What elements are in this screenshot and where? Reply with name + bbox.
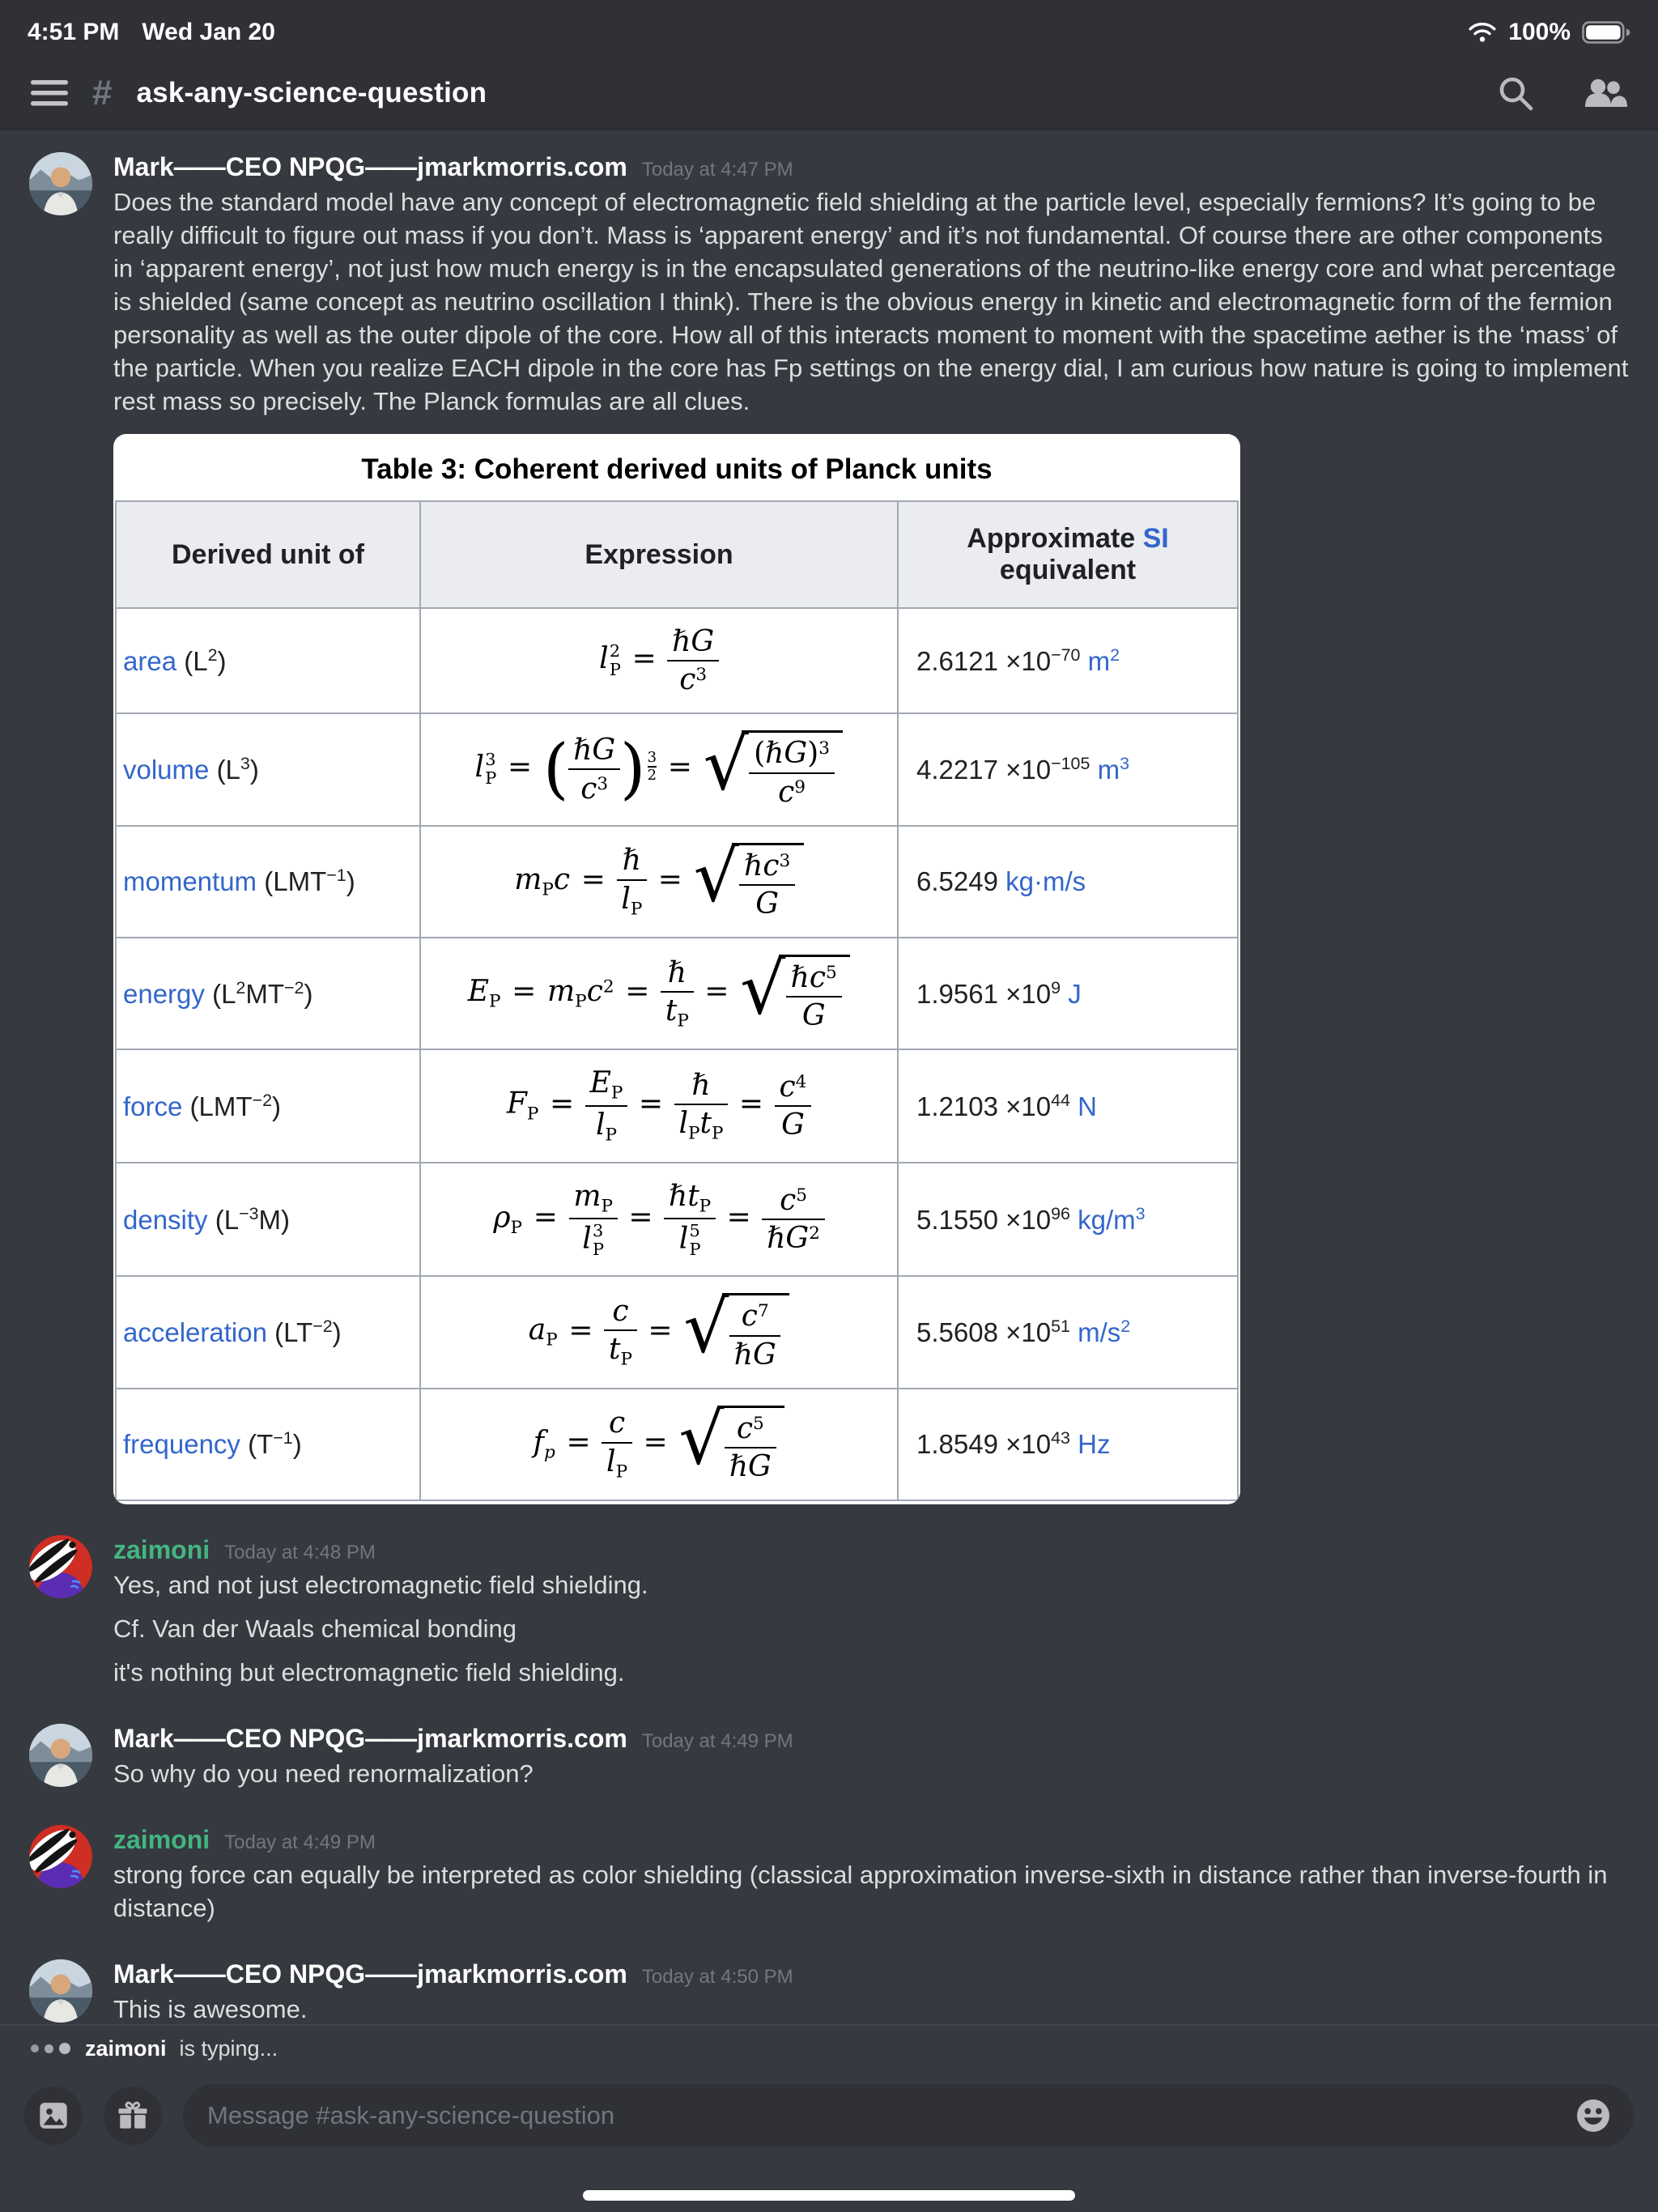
expression-formula: l 3 P = ( $\frac{\text{ℏG}}{c^3}$ ) $\frac{3}{2}$ = √ $\frac{(\hbar G)^3}{c^9}$	[420, 713, 898, 825]
message-text: Cf. Van der Waals chemical bonding	[113, 1614, 517, 1644]
typing-user: zaimoni	[85, 2035, 167, 2061]
unit-dimension: $(LT^{-2})$	[274, 1317, 342, 1348]
unit-link[interactable]: energy	[123, 978, 205, 1009]
si-equivalent: $5.5608 \times 10^{51}$ $m/s^2$	[898, 1276, 1238, 1388]
channel-hash-icon: #	[92, 73, 113, 113]
table-row	[116, 1276, 1238, 1388]
si-unit-link[interactable]: $kg/m^3$	[1078, 1203, 1146, 1235]
message-text: This is awesome.	[113, 1995, 308, 2024]
expression-formula: $a_P$ = $\frac{c}{t_P}$ = √ $\frac{c^7}{\text{ℏG}}$	[420, 1276, 898, 1388]
message-timestamp: Today at 4:49 PM	[641, 1730, 793, 1753]
message	[0, 1724, 1658, 1801]
typing-indicator	[0, 2024, 1658, 2071]
typing-dots-icon	[31, 2043, 70, 2054]
si-equivalent: $5.1550 \times 10^{96}$ $kg/m^3$	[898, 1163, 1238, 1277]
unit-dimension: $(L^2)$	[184, 644, 227, 676]
si-equivalent: $1.2103 \times 10^{44}$ N	[898, 1049, 1238, 1162]
author-name[interactable]: Mark——CEO NPQG——jmarkmorris.com	[113, 152, 627, 181]
message-timestamp: Today at 4:50 PM	[641, 1966, 793, 1989]
author-name[interactable]: zaimoni	[113, 1825, 210, 1855]
message-text: strong force can equally be interpreted as color shielding (classical approximation inverse-sixth in distance rather than inverse-fourth in distance)	[113, 1861, 1608, 1923]
si-unit-link[interactable]: $m/s^2$	[1078, 1317, 1131, 1348]
expression-formula: $m_Pc$ = $\frac{\text{ℏ}}{l_P}$ = √ $\frac{\hbar c^3}{G}$	[420, 826, 898, 938]
upload-image-button[interactable]	[24, 2087, 83, 2145]
expression-formula: $F_P$ = $\frac{E_P}{l_P}$ = $\frac{\text{ℏ}}{l_Pt_P}$ = $\frac{c^4}{G}$	[420, 1049, 898, 1162]
message-timestamp: Today at 4:47 PM	[641, 159, 793, 181]
message-timestamp: Today at 4:48 PM	[224, 1542, 376, 1564]
unit-link[interactable]: density	[123, 1204, 208, 1235]
channel-header	[0, 58, 1658, 128]
author-name[interactable]: zaimoni	[113, 1535, 210, 1565]
unit-link[interactable]: acceleration	[123, 1317, 267, 1348]
unit-dimension: $(T^{-1})$	[248, 1428, 302, 1460]
composer	[0, 2071, 1658, 2155]
si-unit-link[interactable]: $m^3$	[1097, 753, 1129, 785]
mark-photo-avatar[interactable]	[29, 152, 92, 215]
unit-link[interactable]: frequency	[123, 1429, 240, 1460]
message-timestamp: Today at 4:49 PM	[224, 1831, 376, 1854]
message-list	[0, 128, 1658, 2024]
table-row	[116, 1049, 1238, 1162]
message-text: it's nothing but electromagnetic field shielding.	[113, 1658, 625, 1687]
unit-link[interactable]: momentum	[123, 866, 257, 897]
message-input[interactable]	[183, 2084, 1634, 2147]
si-unit-link[interactable]: Hz	[1078, 1429, 1111, 1460]
zaimoni-badger-avatar[interactable]	[29, 1535, 92, 1598]
status-bar	[0, 0, 1658, 58]
si-unit-link[interactable]: $m^2$	[1087, 644, 1120, 676]
si-equivalent: $2.6121 \times 10^{-70}$ $m^2$	[898, 608, 1238, 713]
unit-dimension: $(LMT^{-2})$	[189, 1090, 281, 1121]
table-row	[116, 826, 1238, 938]
message	[0, 152, 1658, 1511]
planck-table-attachment[interactable]	[113, 434, 1240, 1504]
unit-dimension: $(L^{-3}M)$	[215, 1203, 291, 1235]
table-column-header: Expression	[420, 501, 898, 608]
table-row	[116, 1389, 1238, 1500]
unit-link[interactable]: volume	[123, 754, 210, 785]
planck-units-table	[115, 500, 1239, 1501]
zaimoni-badger-avatar[interactable]	[29, 1825, 92, 1888]
message	[0, 1825, 1658, 1935]
unit-dimension: $(L^3)$	[216, 753, 259, 785]
search-icon[interactable]	[1496, 74, 1535, 113]
members-icon[interactable]	[1582, 75, 1627, 111]
si-link[interactable]: SI	[1142, 523, 1169, 554]
battery-percent: 100%	[1508, 19, 1571, 45]
mark-photo-avatar[interactable]	[29, 1959, 92, 2023]
unit-link[interactable]: area	[123, 645, 177, 676]
battery-icon	[1582, 20, 1630, 45]
message-input-placeholder: Message #ask-any-science-question	[207, 2101, 615, 2129]
unit-link[interactable]: force	[123, 1091, 183, 1121]
unit-dimension: $(LMT^{-1})$	[264, 866, 355, 897]
si-equivalent: $4.2217 \times 10^{-105}$ $m^3$	[898, 713, 1238, 825]
expression-formula: $\rho_P$ = $m_P$ l 3 P = ℏt$_P$ l 5 P = $\frac{c^5}{\hbar G^2}$	[420, 1163, 898, 1277]
table-row	[116, 1163, 1238, 1277]
expression-formula: l 2 P = $\frac{\text{ℏG}}{c^3}$	[420, 608, 898, 713]
message-text: Yes, and not just electromagnetic field shielding.	[113, 1571, 648, 1600]
wifi-icon	[1468, 21, 1497, 44]
message-text: So why do you need renormalization?	[113, 1759, 534, 1789]
unit-dimension: $(L^2MT^{-2})$	[212, 977, 313, 1009]
table-row	[116, 608, 1238, 713]
table-column-header: Approximate SI equivalent	[898, 501, 1238, 608]
emoji-icon[interactable]	[1574, 2096, 1613, 2135]
home-area	[0, 2155, 1658, 2212]
table-row	[116, 938, 1238, 1049]
table-column-header: Derived unit of	[116, 501, 420, 608]
message	[0, 1959, 1658, 2024]
table-caption: Table 3: Coherent derived units of Planck units	[361, 453, 993, 485]
expression-formula: $E_P = m_Pc^2$ = $\frac{\text{ℏ}}{t_P}$ = √ $\frac{\hbar c^5}{G}$	[420, 938, 898, 1049]
si-unit-link[interactable]: kg·m/s	[1005, 866, 1086, 896]
si-equivalent: $1.9561 \times 10^9$ J	[898, 938, 1238, 1049]
channel-title: ask-any-science-question	[136, 77, 487, 108]
table-row	[116, 713, 1238, 825]
clock-time: 4:51 PM	[28, 19, 120, 45]
hamburger-menu-icon[interactable]	[31, 78, 68, 108]
message-text: Does the standard model have any concept of electromagnetic field shielding at the particle level, especially fermions? It’s going to be really difficult to figure out mass if you don’t. Mass is ‘apparent energy’ and it’s not fundamental. Of course there are other components in ‘apparent energy’, not just how much energy is in the encapsulated generations of the neutrino-like energy core and what percentage is shielded (same concept as neutrino oscillation I think). There is the obvious energy in kinetic and electromagnetic form of the fermion personality as well as the outer dipole of the core. How all of this interacts moment to moment with the spacetime aether is the ‘mass’ of the particle. When you realize EACH dipole in the core has Fp settings on the energy dial, I am curious how nature is going to implement rest mass so precisely. The Planck formulas are all clues.	[113, 188, 1629, 415]
si-unit-link[interactable]: J	[1068, 978, 1082, 1009]
home-indicator[interactable]	[583, 2190, 1075, 2201]
message	[0, 1535, 1658, 1699]
author-name[interactable]: Mark——CEO NPQG——jmarkmorris.com	[113, 1959, 627, 1989]
si-unit-link[interactable]: N	[1078, 1091, 1097, 1121]
si-equivalent: 6.5249 kg·m/s	[898, 826, 1238, 938]
si-equivalent: $1.8549 \times 10^{43}$ Hz	[898, 1389, 1238, 1500]
typing-text: is typing...	[179, 2035, 278, 2061]
mark-photo-avatar[interactable]	[29, 1724, 92, 1787]
author-name[interactable]: Mark——CEO NPQG——jmarkmorris.com	[113, 1724, 627, 1754]
expression-formula: $f_p$ = $\frac{c}{l_P}$ = √ $\frac{c^5}{\text{ℏG}}$	[420, 1389, 898, 1500]
gift-button[interactable]	[104, 2087, 162, 2145]
clock-date: Wed Jan 20	[142, 19, 275, 45]
